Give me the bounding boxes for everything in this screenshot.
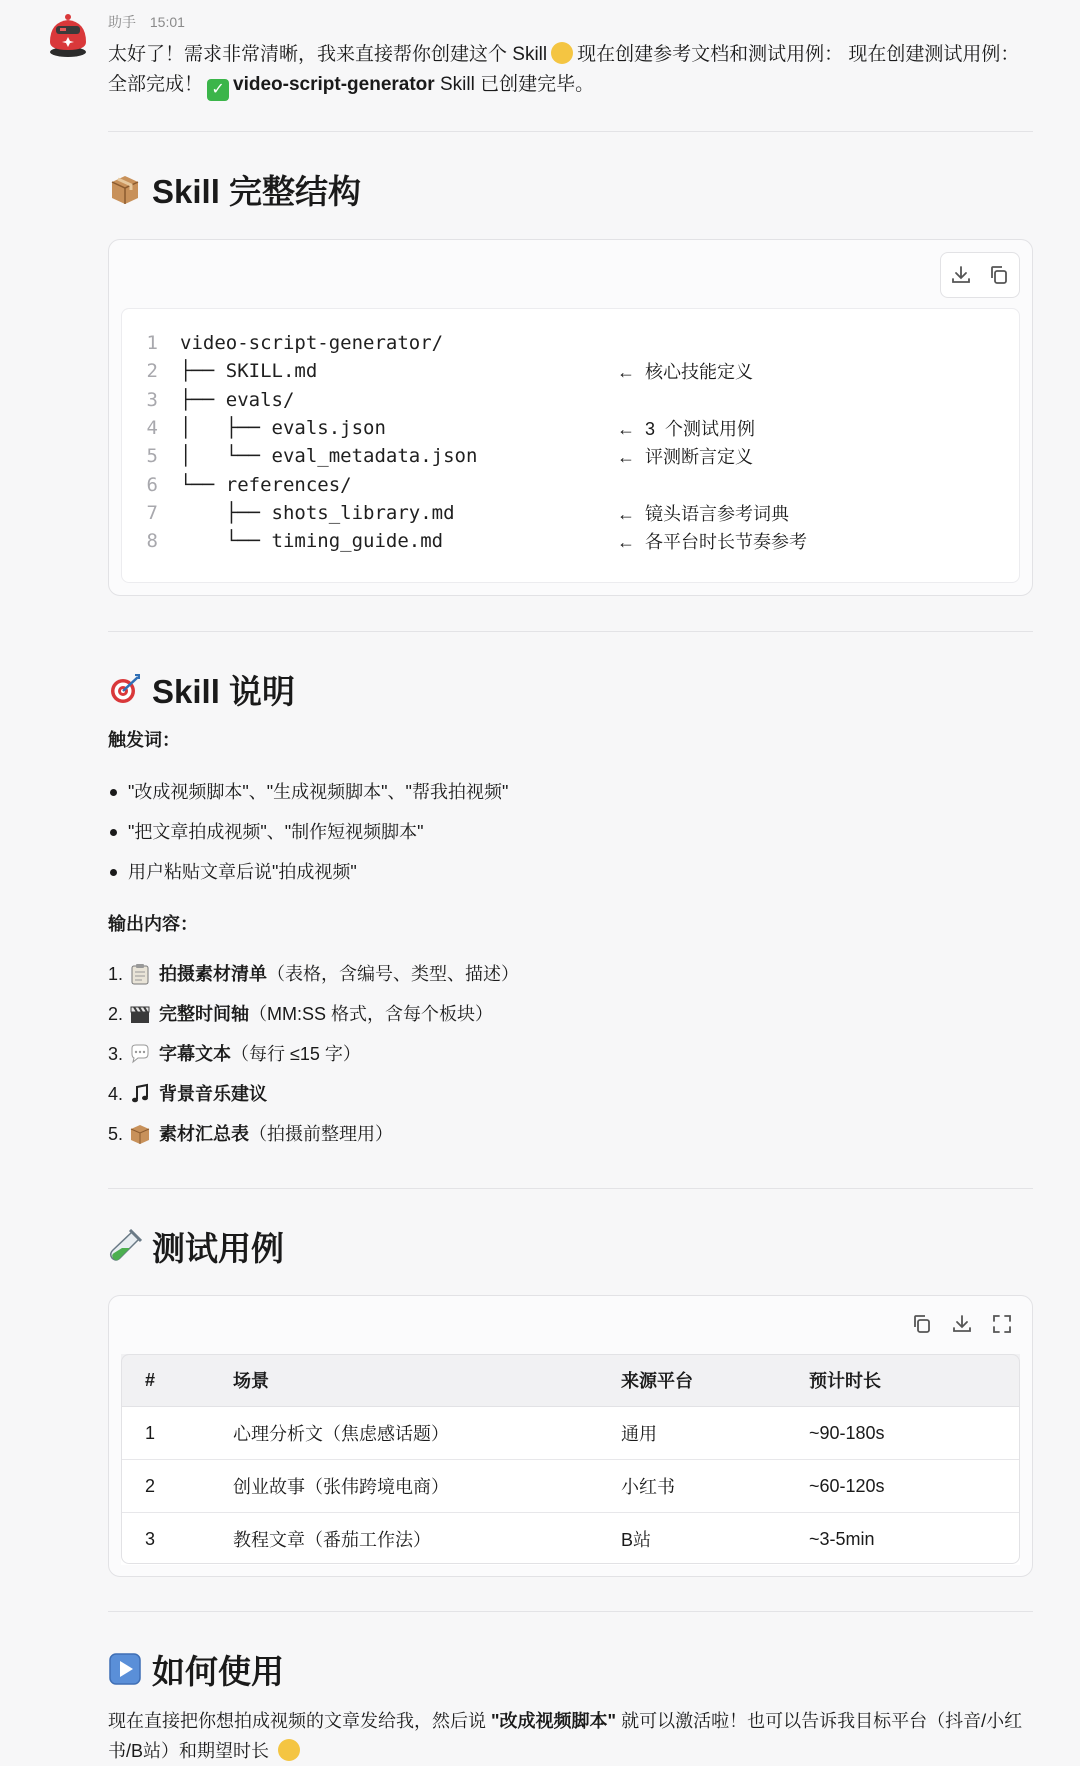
table-cell: 创业故事（张伟跨境电商） [209,1460,597,1513]
code-text: ├── evals/ [180,388,295,411]
message-time: 15:01 [149,14,185,30]
column-header: 场景 [209,1354,597,1407]
trigger-label: 触发词： [108,730,180,750]
section-title-tests [108,1221,1033,1271]
list-item [108,954,1033,994]
skill-name: video-script-generator [233,74,435,95]
list-item-title: 拍摄素材清单 [159,964,268,984]
fullscreen-icon[interactable] [990,1312,1014,1336]
list-item [108,1074,1033,1114]
trigger-list [108,772,1033,892]
section-title-usage [108,1644,1033,1694]
list-item-title: 字幕文本 [159,1044,232,1064]
line-number: 2 [146,360,158,383]
assistant-avatar [44,12,92,60]
section-title-description [108,664,1033,714]
clapper-icon [129,1003,151,1025]
line-number: 8 [146,530,158,553]
usage-part-1: 现在直接把你想拍成视频的文章发给我，然后说 [108,1711,491,1731]
section-title-text: Skill 说明 [152,672,296,710]
sender-name: 助手 [108,14,136,30]
test-table [121,1354,1020,1565]
code-line [122,386,1019,414]
code-text: ├── SKILL.md [180,360,318,383]
list-item: "把文章拍成视频"、"制作短视频脚本" [108,812,1033,852]
target-icon [108,672,142,706]
intro-part-3: Skill 已创建完毕。 [439,74,595,95]
code-line [122,499,1019,527]
package-icon [129,1123,151,1145]
code-text: └── timing_guide.md [180,530,444,553]
intro-part-2: 现在创建参考文档和测试用例： 现在创建测试用例： 全部完成！ [108,44,1020,95]
list-number: 5. [108,1124,124,1144]
table-cell: 心理分析文（焦虑感话题） [209,1407,597,1460]
clipboard-icon [129,963,151,985]
table-row [121,1407,1020,1460]
code-text: │ ├── evals.json [180,416,386,439]
music-note-icon [129,1083,151,1105]
copy-icon[interactable] [910,1312,934,1336]
section-title-text: 测试用例 [152,1229,284,1267]
table-cell: 小红书 [597,1460,785,1513]
code-text: │ └── eval_metadata.json [180,445,478,468]
table-cell: 2 [121,1460,209,1513]
code-comment: ← 各平台时长节奏参考 [617,532,808,553]
line-number: 5 [146,445,158,468]
code-line [122,329,1019,357]
section-title-text: 如何使用 [152,1652,284,1690]
code-line [122,414,1019,442]
table-block [108,1295,1033,1577]
intro-part-1: 太好了！需求非常清晰，我来直接帮你创建这个 Skill [108,44,548,65]
list-item-title: 完整时间轴 [159,1004,250,1024]
list-item-detail: （每行 ≤15 字） [231,1044,361,1064]
table-cell: ~90-180s [785,1407,1020,1460]
table-cell: 3 [145,1528,156,1549]
column-header: # [121,1354,209,1407]
table-cell: ~3-5min [809,1528,875,1549]
list-number: 4. [108,1084,124,1104]
code-comment: ← 核心技能定义 [617,362,754,383]
list-item: 用户粘贴文章后说"拍成视频" [108,852,1033,892]
code-line [122,442,1019,470]
table-cell: 1 [121,1407,209,1460]
play-button-icon [108,1652,142,1686]
download-icon[interactable] [950,1312,974,1336]
list-item-title: 背景音乐建议 [159,1084,268,1104]
intro-text [108,40,1033,101]
list-item-detail: （表格，含编号、类型、描述） [267,964,520,984]
code-line [122,357,1019,385]
list-number: 3. [108,1044,124,1064]
code-block [108,239,1033,596]
table-cell: 通用 [597,1407,785,1460]
code-comment: ← 3 个测试用例 [617,418,756,439]
download-icon[interactable] [949,263,973,287]
check-mark-icon: ✓ [207,79,229,101]
code-toolbar [940,252,1020,298]
code-content [121,308,1020,583]
section-title-text: Skill 完整结构 [152,172,362,210]
section-title-structure [108,164,1033,214]
line-number: 1 [146,332,158,354]
column-header: 来源平台 [597,1354,785,1407]
column-header: 预计时长 [785,1354,1020,1407]
output-list [108,954,1033,1154]
code-comment: ← 镜头语言参考词典 [617,503,790,524]
table-toolbar [910,1312,1014,1336]
code-text: ├── shots_library.md [180,501,455,524]
copy-icon[interactable] [987,263,1011,287]
output-label: 输出内容： [108,914,198,934]
line-number: 4 [146,416,158,439]
code-text: └── references/ [180,473,352,496]
table-row [121,1513,1020,1566]
message-meta [108,12,185,32]
usage-part-2: 就可以激活啦！也可以告诉我目标平台（抖音/小红书/B站）和期望时长 [108,1711,1023,1761]
list-item-detail: （MM:SS 格式，含每个板块） [249,1004,494,1024]
package-icon [108,172,142,206]
list-item-detail: （拍摄前整理用） [249,1124,394,1144]
list-number: 1. [108,964,124,984]
line-number: 3 [146,388,158,411]
table-header-row [121,1354,1020,1407]
table-cell: ~60-120s [785,1460,1020,1513]
speech-bubble-icon [129,1043,151,1065]
code-line [122,527,1019,555]
table-cell: 教程文章（番茄工作法） [233,1530,431,1550]
list-item [108,994,1033,1034]
smile-emoji-icon [551,42,573,64]
table-row [121,1460,1020,1513]
line-number: 6 [146,473,158,496]
usage-command: "改成视频脚本" [491,1711,617,1731]
usage-text [108,1706,1033,1766]
smile-emoji-icon [278,1739,300,1761]
list-item: "改成视频脚本"、"生成视频脚本"、"帮我拍视频" [108,772,1033,812]
list-item [108,1114,1033,1154]
list-item-title: 素材汇总表 [159,1124,250,1144]
code-comment: ← 评测断言定义 [617,447,754,468]
list-item [108,1034,1033,1074]
code-text: video-script-generator/ [180,332,444,354]
code-line [122,471,1019,499]
table-cell: B站 [621,1530,652,1550]
message-body [108,38,1033,1766]
line-number: 7 [146,501,158,524]
list-number: 2. [108,1004,124,1024]
test-tube-icon [108,1229,142,1263]
